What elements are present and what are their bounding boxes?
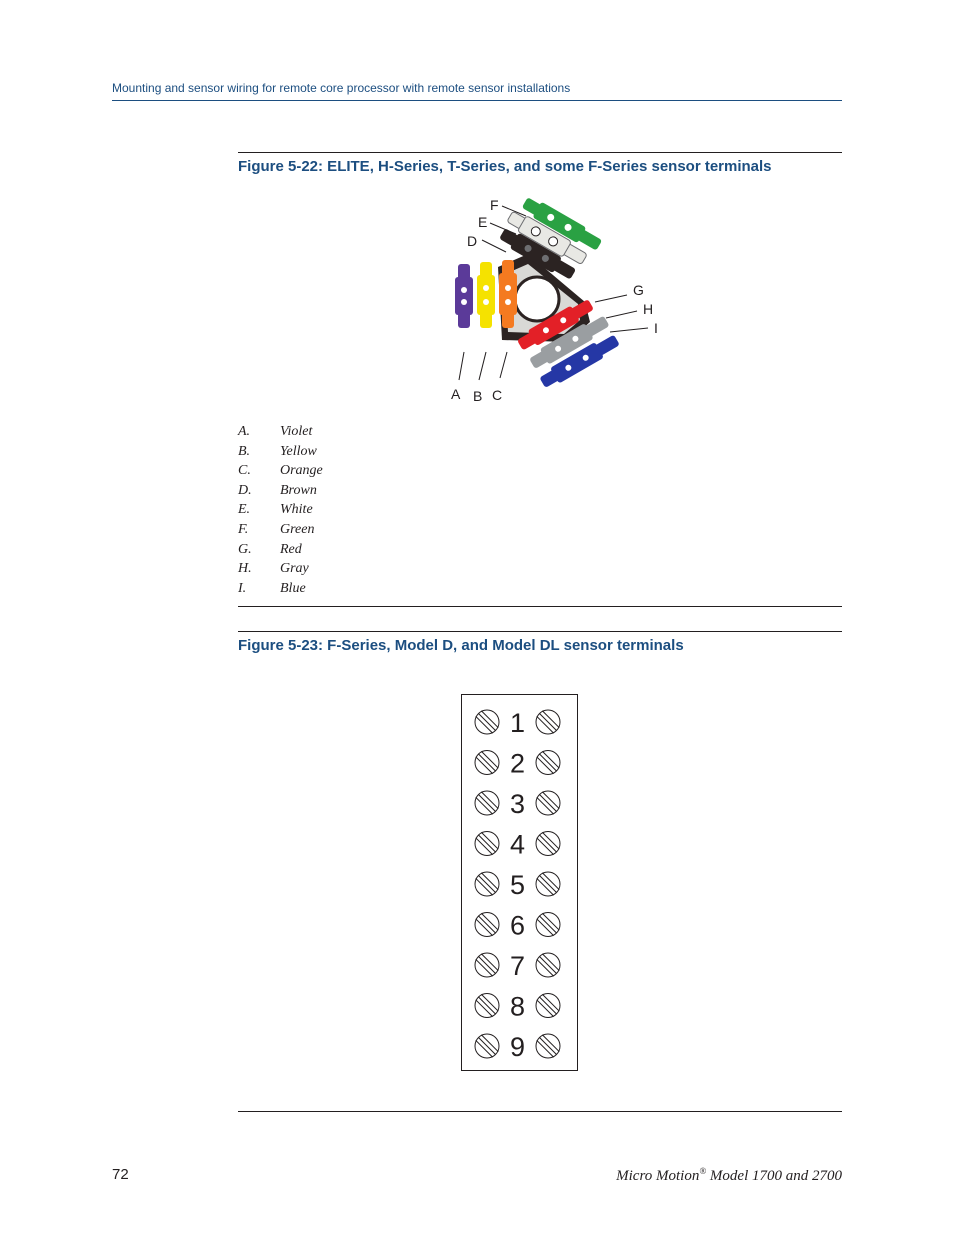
- figure2-caption: Figure 5-23: F-Series, Model D, and Model DL sensor terminals: [238, 637, 684, 654]
- terminal-number: 5: [509, 870, 526, 900]
- legend-letter: B.: [238, 443, 251, 459]
- model-name: Model 1700 and 2700: [706, 1168, 842, 1184]
- figure2-top-rule: [238, 631, 842, 632]
- callout-f: F: [490, 197, 499, 213]
- terminal-screw-left: [475, 710, 499, 734]
- terminal-screw-left: [475, 1034, 499, 1058]
- figure1-bottom-rule: [238, 606, 842, 607]
- legend-letter: F.: [238, 521, 249, 537]
- legend-label: Gray: [280, 561, 309, 577]
- legend-label: Green: [280, 521, 315, 537]
- terminal-number: 7: [509, 951, 526, 981]
- terminal-screw-right: [536, 710, 560, 734]
- sensor-terminal-diagram: [440, 192, 680, 412]
- page-number: 72: [112, 1166, 129, 1183]
- legend-letter: H.: [238, 561, 252, 577]
- terminal-screw-right: [536, 953, 560, 977]
- figure1-top-rule: [238, 152, 842, 153]
- legend-letter: C.: [238, 463, 251, 479]
- legend-label: Brown: [280, 482, 317, 498]
- terminal-number: 4: [509, 829, 526, 860]
- terminal-screw-left: [475, 832, 499, 856]
- callout-b: B: [473, 388, 483, 404]
- callout-d: D: [467, 233, 478, 249]
- terminal-screw-right: [536, 994, 560, 1018]
- terminal-screw-right: [536, 913, 560, 937]
- terminal-screw-left: [475, 872, 499, 896]
- terminal-number: 2: [509, 748, 526, 779]
- center-post: [515, 277, 559, 321]
- legend-label: Red: [280, 541, 302, 557]
- legend-letter: D.: [238, 482, 252, 498]
- terminal-screw-right: [536, 1034, 560, 1058]
- header-rule: [112, 100, 842, 101]
- footer-rule: [238, 1111, 842, 1112]
- legend-label: Blue: [280, 580, 306, 596]
- terminal-screw-left: [475, 791, 499, 815]
- footer-title: [616, 1166, 842, 1185]
- terminal-yellow: [477, 262, 495, 328]
- legend-label: White: [280, 502, 313, 518]
- legend-letter: G.: [238, 541, 252, 557]
- terminal-screw-left: [475, 994, 499, 1018]
- callout-e: E: [478, 214, 488, 230]
- callout-i: I: [654, 320, 658, 336]
- figure1-caption: Figure 5-22: ELITE, H-Series, T-Series, and some F-Series sensor terminals: [238, 158, 772, 175]
- terminal-screw-right: [536, 791, 560, 815]
- terminal-screw-left: [475, 913, 499, 937]
- terminal-number: 9: [509, 1032, 526, 1062]
- running-header: Mounting and sensor wiring for remote core processor with remote sensor installations: [112, 81, 571, 95]
- terminal-screw-left: [475, 751, 499, 775]
- legend-label: Orange: [280, 463, 323, 479]
- callout-c: C: [492, 387, 503, 403]
- registered-mark: ®: [699, 1166, 707, 1176]
- terminal-number: 6: [509, 910, 526, 941]
- callout-a: A: [451, 386, 461, 402]
- callout-g: G: [633, 282, 644, 298]
- terminal-number: 8: [509, 991, 526, 1022]
- callout-h: H: [643, 301, 654, 317]
- legend-letter: E.: [238, 502, 251, 518]
- product-name: Micro Motion: [616, 1168, 700, 1184]
- terminal-number: 3: [509, 789, 526, 819]
- legend-letter: I.: [238, 580, 247, 596]
- terminal-block-diagram: [461, 694, 578, 1071]
- legend-letter: A.: [238, 424, 251, 439]
- terminal-screw-right: [536, 872, 560, 896]
- legend-label: Yellow: [280, 443, 317, 459]
- terminal-screw-right: [536, 751, 560, 775]
- terminal-screw-left: [475, 953, 499, 977]
- legend-label: Violet: [280, 424, 313, 439]
- terminal-violet: [455, 264, 473, 328]
- terminal-number: 1: [509, 708, 526, 738]
- terminal-screw-right: [536, 832, 560, 856]
